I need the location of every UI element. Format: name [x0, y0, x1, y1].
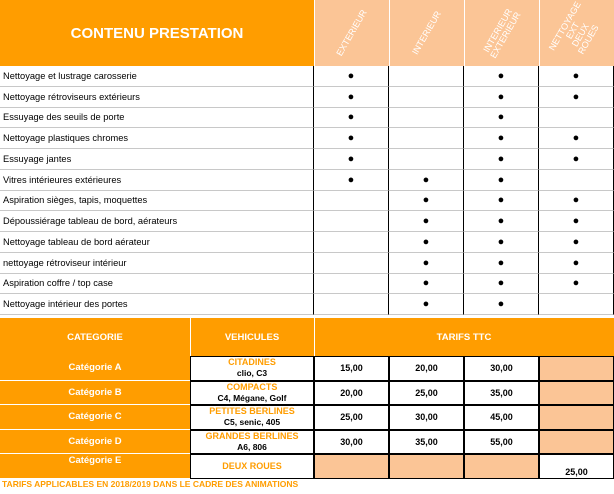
- empty-cell: [389, 149, 464, 170]
- empty-cell: [314, 232, 389, 253]
- included-bullet: ●: [314, 87, 389, 108]
- divider: [314, 318, 315, 356]
- included-bullet: ●: [389, 274, 464, 295]
- vehicles-header: VEHICULES: [190, 318, 314, 356]
- price-cell: 35,00: [464, 381, 539, 406]
- service-row-label: Essuyage jantes: [0, 149, 314, 170]
- price-cell: 20,00: [389, 356, 464, 381]
- category-label: Catégorie B: [0, 381, 190, 406]
- included-bullet: ●: [314, 108, 389, 129]
- empty-cell: [539, 294, 614, 315]
- included-bullet: ●: [464, 149, 539, 170]
- included-bullet: ●: [389, 294, 464, 315]
- included-bullet: ●: [539, 253, 614, 274]
- service-row-label: Nettoyage rétroviseurs extérieurs: [0, 87, 314, 108]
- price-cell: 30,00: [464, 356, 539, 381]
- empty-cell: [389, 108, 464, 129]
- price-cell: 25,00: [539, 454, 614, 479]
- footnote: TARIFS APPLICABLES EN 2018/2019 DANS LE CADRE DES ANIMATIONS: [2, 479, 299, 489]
- category-label: Catégorie D: [0, 430, 190, 455]
- included-bullet: ●: [539, 211, 614, 232]
- empty-cell: [314, 294, 389, 315]
- header-title: CONTENU PRESTATION: [0, 0, 314, 66]
- vehicle-models: clio, C3: [236, 368, 268, 379]
- empty-cell: [539, 170, 614, 191]
- included-bullet: ●: [464, 87, 539, 108]
- vehicle-cell: [190, 454, 314, 479]
- included-bullet: ●: [464, 66, 539, 87]
- empty-cell: [314, 274, 389, 295]
- header-column-4: [539, 0, 614, 66]
- empty-price-cell: [314, 454, 389, 479]
- service-row-label: Vitres intérieures extérieures: [0, 170, 314, 191]
- empty-price-cell: [389, 454, 464, 479]
- vehicle-type: GRANDES BERLINES: [205, 431, 299, 442]
- header-column-3: [464, 0, 539, 66]
- category-label: Catégorie C: [0, 405, 190, 430]
- vehicle-models: A6, 806: [237, 442, 267, 453]
- included-bullet: ●: [464, 108, 539, 129]
- vehicle-models: C5, senic, 405: [223, 417, 281, 428]
- category-header: CATEGORIE: [0, 318, 190, 356]
- header-column-1: [314, 0, 389, 66]
- included-bullet: ●: [539, 128, 614, 149]
- price-cell: 55,00: [464, 430, 539, 455]
- price-cell: 20,00: [314, 381, 389, 406]
- price-cell: 35,00: [389, 430, 464, 455]
- tariffs-header: TARIFS TTC: [314, 318, 614, 356]
- service-row-label: Nettoyage intérieur des portes: [0, 294, 314, 315]
- included-bullet: ●: [539, 149, 614, 170]
- included-bullet: ●: [389, 232, 464, 253]
- included-bullet: ●: [464, 294, 539, 315]
- service-row-label: Aspiration coffre / top case: [0, 274, 314, 295]
- empty-price-cell: [539, 381, 614, 406]
- included-bullet: ●: [389, 211, 464, 232]
- included-bullet: ●: [539, 66, 614, 87]
- vehicle-cell: [190, 381, 314, 406]
- empty-price-cell: [539, 430, 614, 455]
- empty-cell: [389, 66, 464, 87]
- header-column-label: EXTERIEUR: [334, 7, 369, 58]
- empty-cell: [314, 191, 389, 212]
- service-row-label: Nettoyage tableau de bord aérateur: [0, 232, 314, 253]
- empty-cell: [389, 87, 464, 108]
- included-bullet: ●: [314, 149, 389, 170]
- empty-price-cell: [539, 356, 614, 381]
- included-bullet: ●: [314, 170, 389, 191]
- price-cell: 45,00: [464, 405, 539, 430]
- service-row-label: Nettoyage plastiques chromes: [0, 128, 314, 149]
- vehicle-cell: [190, 356, 314, 381]
- price-cell: 30,00: [389, 405, 464, 430]
- price-cell: 25,00: [314, 405, 389, 430]
- included-bullet: ●: [539, 232, 614, 253]
- vehicle-cell: [190, 430, 314, 455]
- empty-cell: [539, 108, 614, 129]
- service-row-label: Dépoussiérage tableau de bord, aérateurs: [0, 211, 314, 232]
- empty-price-cell: [464, 454, 539, 479]
- included-bullet: ●: [539, 87, 614, 108]
- header-column-2: [389, 0, 464, 66]
- header-column-label: INTERIEUR EXTERIEUR: [481, 6, 523, 60]
- included-bullet: ●: [389, 170, 464, 191]
- price-cell: 30,00: [314, 430, 389, 455]
- vehicle-type: PETITES BERLINES: [209, 406, 295, 417]
- vehicle-type: COMPACTS: [226, 381, 278, 392]
- included-bullet: ●: [389, 253, 464, 274]
- vehicle-models: C4, Mégane, Golf: [217, 392, 287, 403]
- vehicle-cell: [190, 405, 314, 430]
- vehicle-type: CITADINES: [228, 357, 276, 368]
- empty-cell: [314, 211, 389, 232]
- price-cell: 15,00: [314, 356, 389, 381]
- category-label: Catégorie A: [0, 356, 190, 381]
- vehicle-type: DEUX ROUES: [222, 461, 282, 472]
- included-bullet: ●: [389, 191, 464, 212]
- service-row-label: Aspiration sièges, tapis, moquettes: [0, 191, 314, 212]
- header-column-label: NETTOYAGE EXT DEUX ROUES: [546, 0, 601, 56]
- included-bullet: ●: [539, 274, 614, 295]
- service-row-label: nettoyage rétroviseur intérieur: [0, 253, 314, 274]
- included-bullet: ●: [464, 253, 539, 274]
- included-bullet: ●: [464, 211, 539, 232]
- divider: [190, 318, 191, 356]
- empty-cell: [389, 128, 464, 149]
- service-row-label: Essuyage des seuils de porte: [0, 108, 314, 129]
- included-bullet: ●: [464, 128, 539, 149]
- included-bullet: ●: [464, 170, 539, 191]
- service-row-label: Nettoyage et lustrage carosserie: [0, 66, 314, 87]
- included-bullet: ●: [314, 128, 389, 149]
- empty-cell: [314, 253, 389, 274]
- empty-price-cell: [539, 405, 614, 430]
- included-bullet: ●: [539, 191, 614, 212]
- included-bullet: ●: [314, 66, 389, 87]
- category-label: Catégorie E: [0, 454, 190, 479]
- header-column-label: INTERIEUR: [410, 9, 444, 57]
- included-bullet: ●: [464, 274, 539, 295]
- price-cell: 25,00: [389, 381, 464, 406]
- included-bullet: ●: [464, 232, 539, 253]
- included-bullet: ●: [464, 191, 539, 212]
